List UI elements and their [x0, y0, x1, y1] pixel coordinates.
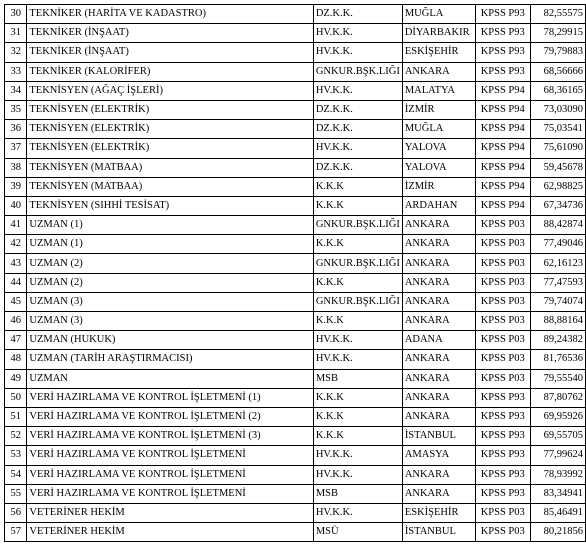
score-value: 77,49046: [530, 235, 585, 254]
table-row: [5, 388, 586, 407]
table-row: [5, 120, 586, 139]
city-name: İZMİR: [402, 100, 475, 119]
position-title: UZMAN: [27, 369, 313, 388]
position-title: VETERİNER HEKİM: [27, 523, 313, 542]
row-number: 35: [5, 100, 27, 119]
row-number: 41: [5, 216, 27, 235]
score-value: 62,16123: [530, 254, 585, 273]
table-row: [5, 196, 586, 215]
unit-name: DZ.K.K.: [313, 5, 402, 24]
position-title: UZMAN (3): [27, 292, 313, 311]
city-name: MUĞLA: [402, 5, 475, 24]
unit-name: K.K.K: [313, 273, 402, 292]
unit-name: K.K.K: [313, 388, 402, 407]
unit-name: HV.K.K.: [313, 81, 402, 100]
table-row: [5, 484, 586, 503]
unit-name: HV.K.K.: [313, 446, 402, 465]
kpss-type: KPSS P93: [475, 24, 530, 43]
score-value: 87,80762: [530, 388, 585, 407]
row-number: 44: [5, 273, 27, 292]
city-name: ANKARA: [402, 369, 475, 388]
unit-name: K.K.K: [313, 177, 402, 196]
position-title: TEKNİKER (İNŞAAT): [27, 43, 313, 62]
unit-name: GNKUR.BŞK.LIĞI: [313, 254, 402, 273]
score-value: 89,24382: [530, 331, 585, 350]
row-number: 55: [5, 484, 27, 503]
results-table: [4, 4, 586, 542]
position-title: VERİ HAZIRLAMA VE KONTROL İŞLETMENİ (2): [27, 407, 313, 426]
kpss-type: KPSS P94: [475, 120, 530, 139]
position-title: VERİ HAZIRLAMA VE KONTROL İŞLETMENİ: [27, 484, 313, 503]
unit-name: K.K.K: [313, 407, 402, 426]
kpss-type: KPSS P94: [475, 139, 530, 158]
score-value: 75,61090: [530, 139, 585, 158]
table-row: [5, 5, 586, 24]
unit-name: GNKUR.BŞK.LIĞI: [313, 216, 402, 235]
position-title: VERİ HAZIRLAMA VE KONTROL İŞLETMENİ (3): [27, 427, 313, 446]
row-number: 47: [5, 331, 27, 350]
city-name: ANKARA: [402, 292, 475, 311]
city-name: ESKİŞEHİR: [402, 503, 475, 522]
table-row: [5, 427, 586, 446]
position-title: VETERİNER HEKİM: [27, 503, 313, 522]
position-title: UZMAN (TARİH ARAŞTIRMACISI): [27, 350, 313, 369]
kpss-type: KPSS P94: [475, 196, 530, 215]
unit-name: K.K.K: [313, 312, 402, 331]
city-name: YALOVA: [402, 139, 475, 158]
city-name: İZMİR: [402, 177, 475, 196]
kpss-type: KPSS P93: [475, 62, 530, 81]
unit-name: DZ.K.K.: [313, 158, 402, 177]
position-title: UZMAN (3): [27, 312, 313, 331]
city-name: ANKARA: [402, 465, 475, 484]
table-row: [5, 503, 586, 522]
score-value: 78,93992: [530, 465, 585, 484]
city-name: ANKARA: [402, 216, 475, 235]
row-number: 38: [5, 158, 27, 177]
table-row: [5, 446, 586, 465]
city-name: ANKARA: [402, 407, 475, 426]
city-name: YALOVA: [402, 158, 475, 177]
position-title: TEKNİKER (İNŞAAT): [27, 24, 313, 43]
position-title: TEKNİSYEN (ELEKTRİK): [27, 100, 313, 119]
position-title: TEKNİSYEN (SIHHİ TESİSAT): [27, 196, 313, 215]
city-name: ANKARA: [402, 388, 475, 407]
row-number: 48: [5, 350, 27, 369]
city-name: ANKARA: [402, 350, 475, 369]
unit-name: DZ.K.K.: [313, 120, 402, 139]
score-value: 69,55705: [530, 427, 585, 446]
score-value: 82,55575: [530, 5, 585, 24]
kpss-type: KPSS P03: [475, 503, 530, 522]
score-value: 79,74074: [530, 292, 585, 311]
unit-name: HV.K.K.: [313, 465, 402, 484]
table-row: [5, 177, 586, 196]
row-number: 54: [5, 465, 27, 484]
row-number: 52: [5, 427, 27, 446]
table-row: [5, 407, 586, 426]
table-row: [5, 62, 586, 81]
unit-name: GNKUR.BŞK.LIĞI: [313, 292, 402, 311]
score-value: 77,99624: [530, 446, 585, 465]
table-row: [5, 312, 586, 331]
row-number: 50: [5, 388, 27, 407]
kpss-type: KPSS P94: [475, 158, 530, 177]
row-number: 46: [5, 312, 27, 331]
position-title: TEKNİSYEN (MATBAA): [27, 158, 313, 177]
position-title: TEKNİKER (KALORİFER): [27, 62, 313, 81]
row-number: 51: [5, 407, 27, 426]
score-value: 88,88164: [530, 312, 585, 331]
score-value: 75,03541: [530, 120, 585, 139]
city-name: İSTANBUL: [402, 523, 475, 542]
position-title: TEKNİSYEN (ELEKTRİK): [27, 120, 313, 139]
table-row: [5, 235, 586, 254]
kpss-type: KPSS P93: [475, 407, 530, 426]
table-row: [5, 139, 586, 158]
city-name: ANKARA: [402, 254, 475, 273]
kpss-type: KPSS P03: [475, 369, 530, 388]
score-value: 62,98825: [530, 177, 585, 196]
score-value: 79,79883: [530, 43, 585, 62]
table-row: [5, 216, 586, 235]
city-name: ANKARA: [402, 62, 475, 81]
score-value: 67,34736: [530, 196, 585, 215]
row-number: 42: [5, 235, 27, 254]
city-name: ANKARA: [402, 273, 475, 292]
unit-name: K.K.K: [313, 235, 402, 254]
table-row: [5, 158, 586, 177]
kpss-type: KPSS P93: [475, 427, 530, 446]
kpss-type: KPSS P03: [475, 331, 530, 350]
table-row: [5, 100, 586, 119]
city-name: DİYARBAKIR: [402, 24, 475, 43]
row-number: 49: [5, 369, 27, 388]
row-number: 40: [5, 196, 27, 215]
score-value: 81,76536: [530, 350, 585, 369]
unit-name: HV.K.K.: [313, 43, 402, 62]
score-value: 78,29915: [530, 24, 585, 43]
city-name: ARDAHAN: [402, 196, 475, 215]
table-row: [5, 24, 586, 43]
score-value: 68,36165: [530, 81, 585, 100]
table-row: [5, 350, 586, 369]
table-body: [5, 5, 586, 542]
kpss-type: KPSS P93: [475, 43, 530, 62]
kpss-type: KPSS P03: [475, 523, 530, 542]
position-title: TEKNİKER (HARİTA VE KADASTRO): [27, 5, 313, 24]
kpss-type: KPSS P03: [475, 235, 530, 254]
row-number: 43: [5, 254, 27, 273]
score-value: 88,42874: [530, 216, 585, 235]
unit-name: HV.K.K.: [313, 503, 402, 522]
unit-name: MSB: [313, 369, 402, 388]
table-row: [5, 273, 586, 292]
table-row: [5, 292, 586, 311]
row-number: 56: [5, 503, 27, 522]
kpss-type: KPSS P03: [475, 312, 530, 331]
kpss-type: KPSS P93: [475, 388, 530, 407]
city-name: AMASYA: [402, 446, 475, 465]
kpss-type: KPSS P03: [475, 350, 530, 369]
kpss-type: KPSS P03: [475, 216, 530, 235]
city-name: MALATYA: [402, 81, 475, 100]
unit-name: K.K.K: [313, 196, 402, 215]
city-name: İSTANBUL: [402, 427, 475, 446]
unit-name: MSÜ: [313, 523, 402, 542]
unit-name: GNKUR.BŞK.LIĞI: [313, 62, 402, 81]
position-title: UZMAN (HUKUK): [27, 331, 313, 350]
position-title: TEKNİSYEN (AĞAÇ İŞLERİ): [27, 81, 313, 100]
row-number: 33: [5, 62, 27, 81]
kpss-type: KPSS P94: [475, 100, 530, 119]
table-row: [5, 465, 586, 484]
row-number: 32: [5, 43, 27, 62]
score-value: 80,21856: [530, 523, 585, 542]
kpss-type: KPSS P93: [475, 5, 530, 24]
city-name: ANKARA: [402, 484, 475, 503]
row-number: 31: [5, 24, 27, 43]
table-row: [5, 81, 586, 100]
table-row: [5, 254, 586, 273]
city-name: MUĞLA: [402, 120, 475, 139]
row-number: 36: [5, 120, 27, 139]
score-value: 79,55540: [530, 369, 585, 388]
kpss-type: KPSS P03: [475, 273, 530, 292]
position-title: TEKNİSYEN (MATBAA): [27, 177, 313, 196]
position-title: UZMAN (1): [27, 216, 313, 235]
score-value: 73,03090: [530, 100, 585, 119]
unit-name: HV.K.K.: [313, 350, 402, 369]
unit-name: MSB: [313, 484, 402, 503]
position-title: UZMAN (1): [27, 235, 313, 254]
unit-name: DZ.K.K.: [313, 100, 402, 119]
row-number: 53: [5, 446, 27, 465]
kpss-type: KPSS P94: [475, 177, 530, 196]
row-number: 34: [5, 81, 27, 100]
row-number: 45: [5, 292, 27, 311]
position-title: VERİ HAZIRLAMA VE KONTROL İŞLETMENİ: [27, 446, 313, 465]
table-row: [5, 523, 586, 542]
score-value: 83,34941: [530, 484, 585, 503]
unit-name: HV.K.K.: [313, 24, 402, 43]
city-name: ESKİŞEHİR: [402, 43, 475, 62]
unit-name: HV.K.K.: [313, 139, 402, 158]
unit-name: K.K.K: [313, 427, 402, 446]
table-row: [5, 43, 586, 62]
kpss-type: KPSS P03: [475, 292, 530, 311]
row-number: 30: [5, 5, 27, 24]
kpss-type: KPSS P93: [475, 446, 530, 465]
score-value: 85,46491: [530, 503, 585, 522]
kpss-type: KPSS P93: [475, 465, 530, 484]
kpss-type: KPSS P93: [475, 484, 530, 503]
kpss-type: KPSS P03: [475, 254, 530, 273]
city-name: ADANA: [402, 331, 475, 350]
score-value: 77,47593: [530, 273, 585, 292]
position-title: TEKNİSYEN (ELEKTRİK): [27, 139, 313, 158]
score-value: 69,95926: [530, 407, 585, 426]
kpss-type: KPSS P94: [475, 81, 530, 100]
position-title: VERİ HAZIRLAMA VE KONTROL İŞLETMENİ (1): [27, 388, 313, 407]
position-title: VERİ HAZIRLAMA VE KONTROL İŞLETMENİ: [27, 465, 313, 484]
position-title: UZMAN (2): [27, 273, 313, 292]
score-value: 68,56666: [530, 62, 585, 81]
table-row: [5, 331, 586, 350]
position-title: UZMAN (2): [27, 254, 313, 273]
city-name: ANKARA: [402, 235, 475, 254]
row-number: 39: [5, 177, 27, 196]
unit-name: HV.K.K.: [313, 331, 402, 350]
city-name: ANKARA: [402, 312, 475, 331]
score-value: 59,45678: [530, 158, 585, 177]
row-number: 37: [5, 139, 27, 158]
row-number: 57: [5, 523, 27, 542]
table-row: [5, 369, 586, 388]
